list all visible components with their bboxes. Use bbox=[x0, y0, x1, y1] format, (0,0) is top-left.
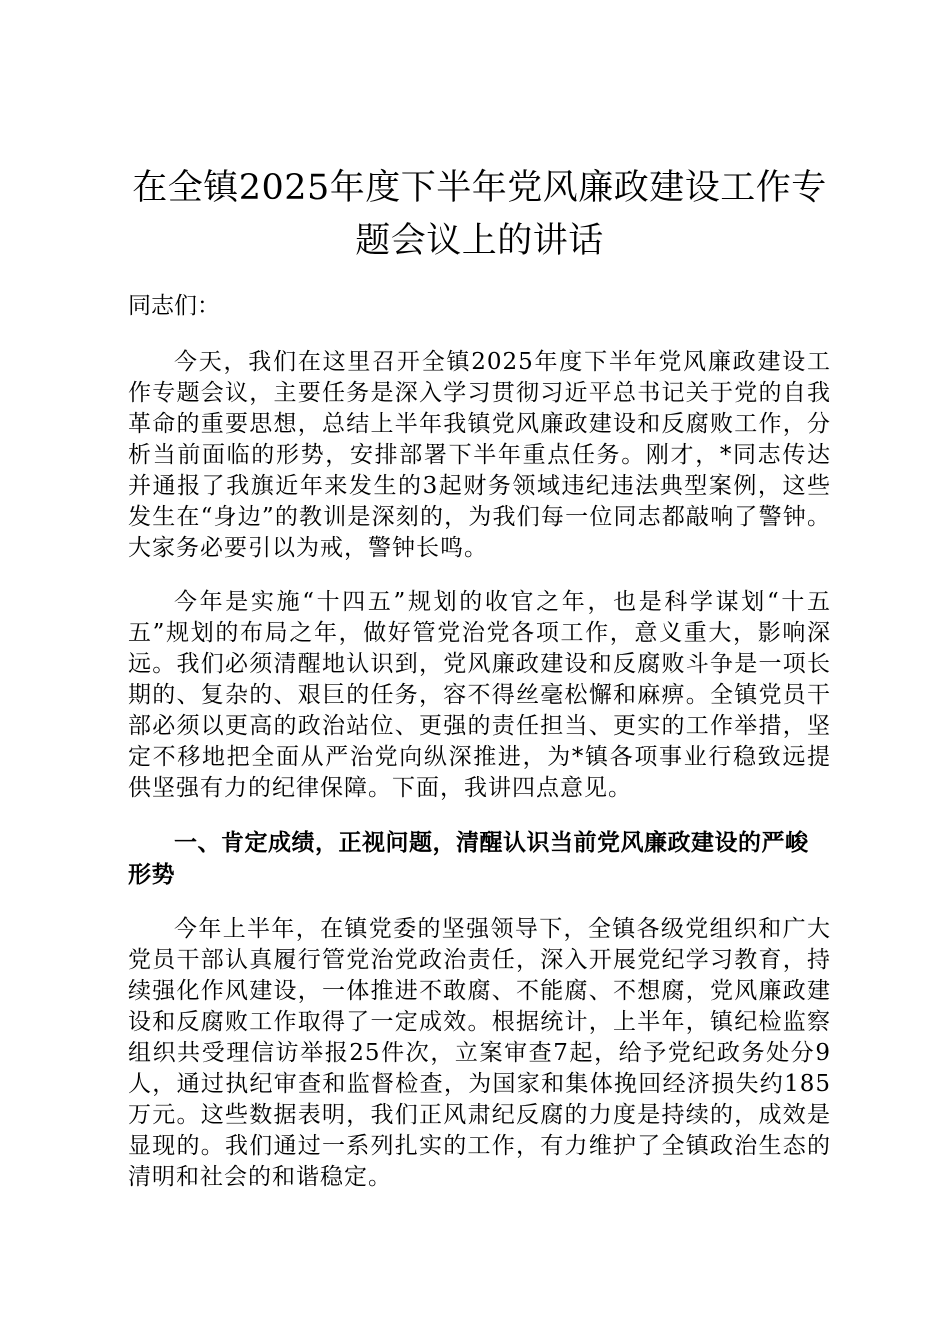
salutation: 同志们： bbox=[128, 293, 220, 319]
paragraph-context: 今年是实施“十四五”规划的收官之年，也是科学谋划“十五五”规划的布局之年，做好管党治党各项工作，意义重大，影响深远。我们必须清醒地认识到，党风廉政建设和反腐败斗争是一项长期的、复杂的、艰巨的任务，容不得丝毫松懈和麻痹。全镇党员干部必须以更高的政治站位、更强的责任担当、更实的工作举措，坚定不移地把全面从严治党向纵深推进，为*镇各项事业行稳致远提供坚强有力的纪律保障。下面，我讲四点意见。 bbox=[128, 589, 831, 801]
section-1-paragraph: 今年上半年，在镇党委的坚强领导下，全镇各级党组织和广大党员干部认真履行管党治党政治责任，深入开展党纪学习教育，持续强化作风建设，一体推进不敢腐、不能腐、不想腐，党风廉政建设和反腐败工作取得了一定成效。根据统计，上半年，镇纪检监察组织共受理信访举报25件次，立案审查7起，给予党纪政务处分9人，通过执纪审查和监督检查，为国家和集体挽回经济损失约185万元。这些数据表明，我们正风肃纪反腐的力度是持续的，成效是显现的。我们通过一系列扎实的工作，有力维护了全镇政治生态的清明和社会的和谐稳定。 bbox=[128, 916, 831, 1190]
paragraph-intro: 今天，我们在这里召开全镇2025年度下半年党风廉政建设工作专题会议，主要任务是深入学习贯彻习近平总书记关于党的自我革命的重要思想，总结上半年我镇党风廉政建设和反腐败工作，分析当前面临的形势，安排部署下半年重点任务。刚才，*同志传达并通报了我旗近年来发生的3起财务领域违纪违法典型案例，这些发生在“身边”的教训是深刻的，为我们每一位同志都敲响了警钟。大家务必要引以为戒，警钟长鸣。 bbox=[128, 349, 831, 561]
section-heading-1: 一、肯定成绩，正视问题，清醒认识当前党风廉政建设的严峻形势 bbox=[128, 830, 809, 888]
document-body bbox=[128, 162, 831, 1216]
document-title: 在全镇2025年度下半年党风廉政建设工作专题会议上的讲话 bbox=[132, 168, 827, 261]
